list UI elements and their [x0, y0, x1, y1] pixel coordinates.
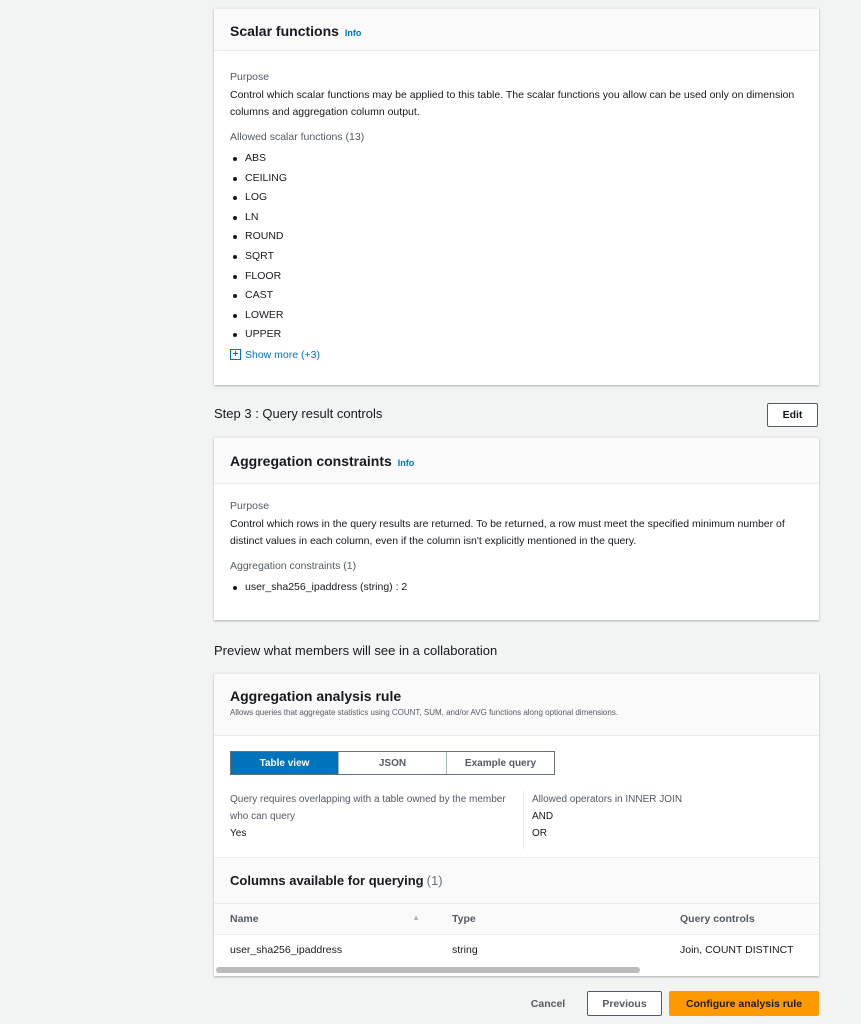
preview-title: Preview what members will see in a collaboration — [214, 643, 498, 658]
list-item: ROUND — [230, 227, 803, 247]
overlap-label: Query requires overlapping with a table owned by the member who can query — [230, 794, 506, 822]
list-item: FLOOR — [230, 267, 803, 287]
horizontal-scrollbar[interactable] — [216, 966, 817, 974]
purpose-text: Control which rows in the query results are returned. To be returned, a row must meet the specified minimum number of distinct values in each column, even if the column isn't explicitly mentioned in the query. — [230, 518, 785, 547]
tab-json[interactable]: JSON — [338, 752, 446, 774]
configure-analysis-rule-button[interactable]: Configure analysis rule — [669, 991, 819, 1016]
tab-example-query[interactable]: Example query — [446, 752, 554, 774]
rule-description: Allows queries that aggregate statistics using COUNT, SUM, and/or AVG functions along optional dimensions. — [230, 708, 619, 717]
tab-table-view[interactable]: Table view — [231, 752, 338, 774]
previous-button[interactable]: Previous — [587, 991, 662, 1016]
list-item: CEILING — [230, 169, 803, 189]
step3-title: Step 3 : Query result controls — [214, 406, 383, 421]
scalar-functions-card — [214, 8, 819, 385]
aggregation-constraints-card — [214, 437, 819, 620]
columns-table — [214, 903, 819, 966]
allowed-label: Allowed scalar functions (13) — [230, 131, 365, 143]
list-item: SQRT — [230, 247, 803, 267]
constraints-label: Aggregation constraints (1) — [230, 560, 357, 572]
cell-type: string — [452, 944, 478, 957]
columns-title: Columns available for querying — [230, 873, 424, 888]
overlap-value: Yes — [230, 828, 247, 839]
card-title: Aggregation constraints — [230, 453, 392, 469]
info-link[interactable]: Info — [344, 28, 362, 38]
list-item: LOWER — [230, 306, 803, 326]
op-value: AND — [532, 811, 554, 822]
view-tabs — [230, 751, 555, 775]
cell-name: user_sha256_ipaddress — [230, 944, 343, 957]
list-item: UPPER — [230, 325, 803, 345]
list-item: LOG — [230, 188, 803, 208]
show-more-label: Show more (+3) — [245, 348, 320, 361]
purpose-text: Control which scalar functions may be applied to this table. The scalar functions you allow can be used only on dimension columns and aggregation column output. — [230, 89, 795, 118]
list-item: user_sha256_ipaddress (string) : 2 — [230, 578, 803, 598]
show-more-button[interactable] — [230, 349, 803, 361]
info-link[interactable]: Info — [397, 458, 415, 468]
list-item: ABS — [230, 149, 803, 169]
analysis-rule-card — [214, 673, 819, 976]
rule-title: Aggregation analysis rule — [230, 688, 402, 704]
op-value: OR — [532, 828, 547, 839]
header-label: Name — [230, 913, 259, 925]
list-item: LN — [230, 208, 803, 228]
cell-query-controls: Join, COUNT DISTINCT — [680, 944, 794, 957]
function-list — [230, 149, 803, 345]
purpose-label: Purpose — [230, 71, 270, 83]
columns-count: (1) — [426, 873, 443, 888]
table-row — [214, 935, 819, 966]
column-header-query-controls[interactable]: Query controls — [664, 904, 819, 935]
card-title: Scalar functions — [230, 23, 339, 39]
column-header-type[interactable]: Type — [436, 904, 664, 935]
list-item: CAST — [230, 286, 803, 306]
sort-ascending-icon[interactable]: ▲ — [412, 913, 420, 922]
purpose-label: Purpose — [230, 500, 270, 512]
cancel-button[interactable]: Cancel — [530, 997, 566, 1010]
column-header-name[interactable] — [214, 904, 436, 935]
edit-button[interactable]: Edit — [767, 403, 818, 427]
ops-label: Allowed operators in INNER JOIN — [532, 794, 683, 805]
plus-icon: + — [230, 349, 241, 360]
